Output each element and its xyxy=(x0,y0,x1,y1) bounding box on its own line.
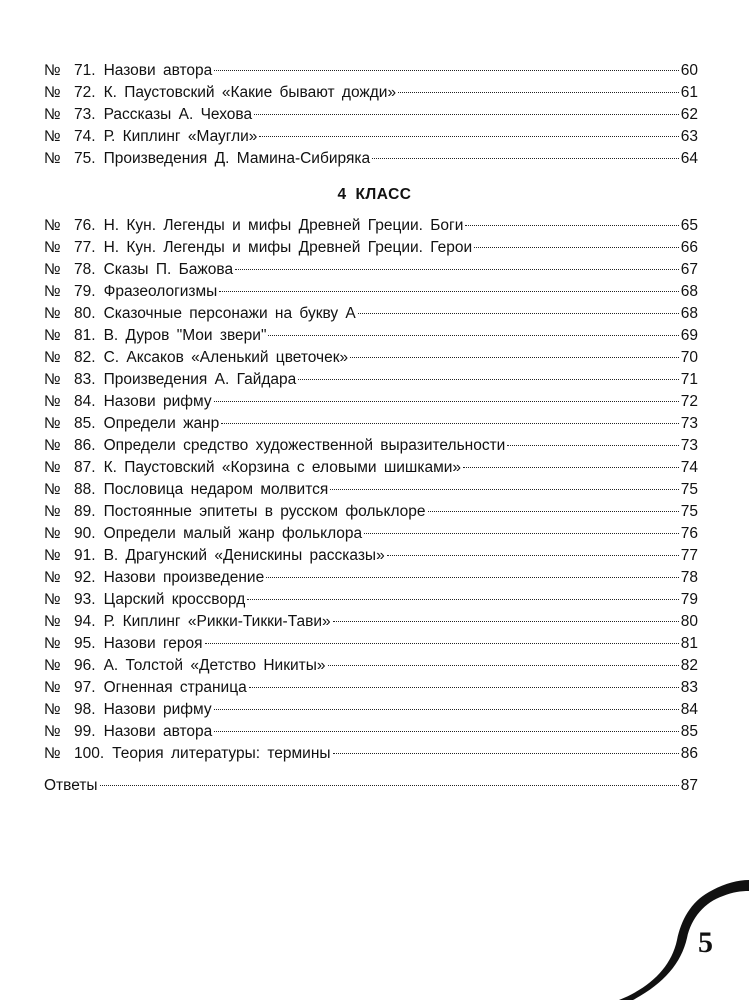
entry-page: 62 xyxy=(680,106,698,123)
toc-entry xyxy=(44,677,698,699)
toc-entry xyxy=(44,215,698,237)
toc-entry xyxy=(44,237,698,259)
dot-leader xyxy=(100,785,679,786)
page-number: 5 xyxy=(698,926,713,959)
entry-title: Определи средство художественной выразительности xyxy=(103,437,506,454)
entry-page: 74 xyxy=(680,459,698,476)
entry-page: 75 xyxy=(680,481,698,498)
entry-title: Постоянные эпитеты в русском фольклоре xyxy=(103,503,426,520)
entry-number: 90. xyxy=(74,525,96,542)
entry-number-sign: № xyxy=(44,217,61,234)
toc-entry xyxy=(44,545,698,567)
entry-title: С. Аксаков «Аленький цветочек» xyxy=(103,349,349,366)
entry-page: 80 xyxy=(680,613,698,630)
entry-page: 68 xyxy=(680,283,698,300)
entry-page: 66 xyxy=(680,239,698,256)
dot-leader xyxy=(463,467,679,468)
dot-leader xyxy=(507,445,678,446)
toc-entry xyxy=(44,60,698,82)
toc-entry xyxy=(44,743,698,765)
toc-entry xyxy=(44,347,698,369)
toc-entry xyxy=(44,325,698,347)
section-heading-4-class: 4 КЛАСС xyxy=(337,186,412,203)
entry-page: 78 xyxy=(680,569,698,586)
dot-leader xyxy=(268,335,678,336)
entry-number: 71. xyxy=(74,62,96,79)
entry-title: Сказы П. Бажова xyxy=(103,261,234,278)
dot-leader xyxy=(254,114,679,115)
dot-leader xyxy=(247,599,678,600)
dot-leader xyxy=(249,687,679,688)
entry-title: К. Паустовский «Какие бывают дожди» xyxy=(103,84,397,101)
entry-page: 85 xyxy=(680,723,698,740)
entry-page: 81 xyxy=(680,635,698,652)
entry-title: В. Драгунский «Денискины рассказы» xyxy=(103,547,385,564)
dot-leader xyxy=(214,709,679,710)
toc-entry xyxy=(44,567,698,589)
entry-page: 76 xyxy=(680,525,698,542)
entry-number-sign: № xyxy=(44,525,61,542)
entry-title: К. Паустовский «Корзина с еловыми шишками» xyxy=(103,459,462,476)
entry-number: 74. xyxy=(74,128,96,145)
entry-number-sign: № xyxy=(44,62,61,79)
entry-title: Назови героя xyxy=(103,635,203,652)
toc-entry xyxy=(44,655,698,677)
entry-number: 81. xyxy=(74,327,96,344)
dot-leader xyxy=(221,423,679,424)
toc-entry xyxy=(44,589,698,611)
entry-number: 86. xyxy=(74,437,96,454)
entry-number: 85. xyxy=(74,415,96,432)
entry-page: 84 xyxy=(680,701,698,718)
entry-number: 77. xyxy=(74,239,96,256)
answers-page: 87 xyxy=(680,777,698,794)
entry-number: 91. xyxy=(74,547,96,564)
entry-page: 60 xyxy=(680,62,698,79)
entry-number-sign: № xyxy=(44,481,61,498)
entry-title: Огненная страница xyxy=(103,679,247,696)
entry-number-sign: № xyxy=(44,723,61,740)
entry-number: 87. xyxy=(74,459,96,476)
toc-entry xyxy=(44,82,698,104)
entry-number-sign: № xyxy=(44,283,61,300)
dot-leader xyxy=(474,247,679,248)
entry-page: 79 xyxy=(680,591,698,608)
dot-leader xyxy=(333,621,679,622)
entry-page: 65 xyxy=(680,217,698,234)
toc-entry xyxy=(44,479,698,501)
entry-number-sign: № xyxy=(44,745,61,762)
entry-number: 78. xyxy=(74,261,96,278)
entry-page: 70 xyxy=(680,349,698,366)
entry-number-sign: № xyxy=(44,613,61,630)
entry-title: Н. Кун. Легенды и мифы Древней Греции. Герои xyxy=(103,239,473,256)
entry-page: 73 xyxy=(680,415,698,432)
entry-title: Определи жанр xyxy=(103,415,220,432)
toc-entry xyxy=(44,104,698,126)
toc-answers-section xyxy=(44,775,698,797)
dot-leader xyxy=(387,555,679,556)
entry-page: 71 xyxy=(680,371,698,388)
entry-title: Пословица недаром молвится xyxy=(103,481,329,498)
dot-leader xyxy=(235,269,679,270)
entry-number: 83. xyxy=(74,371,96,388)
toc-entry xyxy=(44,699,698,721)
entry-title: Назови рифму xyxy=(103,701,212,718)
entry-number-sign: № xyxy=(44,327,61,344)
dot-leader xyxy=(266,577,679,578)
entry-number-sign: № xyxy=(44,150,61,167)
entry-number-sign: № xyxy=(44,349,61,366)
entry-number: 97. xyxy=(74,679,96,696)
entry-number: 99. xyxy=(74,723,96,740)
entry-page: 69 xyxy=(680,327,698,344)
entry-number-sign: № xyxy=(44,128,61,145)
entry-number-sign: № xyxy=(44,459,61,476)
entry-title: Фразеологизмы xyxy=(103,283,218,300)
entry-number: 84. xyxy=(74,393,96,410)
entry-page: 68 xyxy=(680,305,698,322)
entry-number: 73. xyxy=(74,106,96,123)
entry-page: 64 xyxy=(680,150,698,167)
entry-title: Определи малый жанр фольклора xyxy=(103,525,363,542)
entry-title: Назови автора xyxy=(103,62,213,79)
entry-title: Сказочные персонажи на букву А xyxy=(103,305,356,322)
entry-title: Р. Киплинг «Рикки-Тикки-Тави» xyxy=(103,613,331,630)
toc-top-section xyxy=(44,60,698,170)
entry-title: Произведения А. Гайдара xyxy=(103,371,297,388)
entry-title: Царский кроссворд xyxy=(103,591,246,608)
toc-entry xyxy=(44,457,698,479)
entry-title: Теория литературы: термины xyxy=(112,745,331,762)
toc-entry xyxy=(44,303,698,325)
dot-leader xyxy=(214,70,678,71)
toc-entry xyxy=(44,369,698,391)
toc-entry xyxy=(44,259,698,281)
entry-title: Произведения Д. Мамина-Сибиряка xyxy=(103,150,371,167)
entry-number-sign: № xyxy=(44,371,61,388)
dot-leader xyxy=(398,92,679,93)
entry-number-sign: № xyxy=(44,106,61,123)
dot-leader xyxy=(259,136,678,137)
entry-number: 76. xyxy=(74,217,96,234)
entry-number-sign: № xyxy=(44,239,61,256)
dot-leader xyxy=(428,511,679,512)
entry-number-sign: № xyxy=(44,261,61,278)
dot-leader xyxy=(372,158,679,159)
toc-entry xyxy=(44,501,698,523)
page-corner-decoration xyxy=(619,880,749,1000)
entry-page: 73 xyxy=(680,437,698,454)
entry-title: Назови автора xyxy=(103,723,213,740)
entry-number: 80. xyxy=(74,305,96,322)
entry-number: 98. xyxy=(74,701,96,718)
entry-title: Назови произведение xyxy=(103,569,265,586)
dot-leader xyxy=(364,533,679,534)
entry-page: 72 xyxy=(680,393,698,410)
entry-number: 79. xyxy=(74,283,96,300)
entry-number: 93. xyxy=(74,591,96,608)
entry-page: 63 xyxy=(680,128,698,145)
entry-number-sign: № xyxy=(44,591,61,608)
entry-number-sign: № xyxy=(44,503,61,520)
entry-number: 95. xyxy=(74,635,96,652)
dot-leader xyxy=(465,225,678,226)
toc-entry-answers xyxy=(44,775,698,797)
toc-entry xyxy=(44,281,698,303)
entry-title: Н. Кун. Легенды и мифы Древней Греции. Боги xyxy=(103,217,464,234)
toc-entry xyxy=(44,523,698,545)
dot-leader xyxy=(333,753,679,754)
entry-number-sign: № xyxy=(44,84,61,101)
entry-number: 100. xyxy=(74,745,105,762)
entry-number-sign: № xyxy=(44,679,61,696)
entry-number-sign: № xyxy=(44,569,61,586)
entry-page: 61 xyxy=(680,84,698,101)
entry-page: 77 xyxy=(680,547,698,564)
entry-number: 94. xyxy=(74,613,96,630)
dot-leader xyxy=(219,291,678,292)
toc-entry xyxy=(44,633,698,655)
entry-page: 86 xyxy=(680,745,698,762)
entry-page: 83 xyxy=(680,679,698,696)
entry-title: Назови рифму xyxy=(103,393,212,410)
entry-number: 96. xyxy=(74,657,96,674)
dot-leader xyxy=(205,643,679,644)
toc-class4-section xyxy=(44,215,698,765)
entry-number-sign: № xyxy=(44,393,61,410)
entry-number-sign: № xyxy=(44,305,61,322)
entry-page: 82 xyxy=(680,657,698,674)
entry-number-sign: № xyxy=(44,701,61,718)
dot-leader xyxy=(330,489,678,490)
dot-leader xyxy=(298,379,678,380)
entry-number: 92. xyxy=(74,569,96,586)
dot-leader xyxy=(350,357,679,358)
answers-title: Ответы xyxy=(44,777,98,794)
entry-number: 75. xyxy=(74,150,96,167)
dot-leader xyxy=(328,665,679,666)
entry-number: 88. xyxy=(74,481,96,498)
toc-entry xyxy=(44,126,698,148)
toc-entry xyxy=(44,148,698,170)
entry-number-sign: № xyxy=(44,657,61,674)
entry-number-sign: № xyxy=(44,635,61,652)
entry-title: Рассказы А. Чехова xyxy=(103,106,253,123)
entry-number: 89. xyxy=(74,503,96,520)
entry-title: А. Толстой «Детство Никиты» xyxy=(103,657,326,674)
toc-entry xyxy=(44,611,698,633)
entry-title: В. Дуров "Мои звери" xyxy=(103,327,267,344)
entry-number-sign: № xyxy=(44,437,61,454)
toc-entry xyxy=(44,435,698,457)
entry-page: 75 xyxy=(680,503,698,520)
entry-page: 67 xyxy=(680,261,698,278)
dot-leader xyxy=(214,731,678,732)
dot-leader xyxy=(214,401,679,402)
entry-number-sign: № xyxy=(44,415,61,432)
entry-title: Р. Киплинг «Маугли» xyxy=(103,128,258,145)
entry-number: 72. xyxy=(74,84,96,101)
entry-number: 82. xyxy=(74,349,96,366)
toc-entry xyxy=(44,721,698,743)
toc-entry xyxy=(44,413,698,435)
toc-entry xyxy=(44,391,698,413)
entry-number-sign: № xyxy=(44,547,61,564)
dot-leader xyxy=(358,313,679,314)
